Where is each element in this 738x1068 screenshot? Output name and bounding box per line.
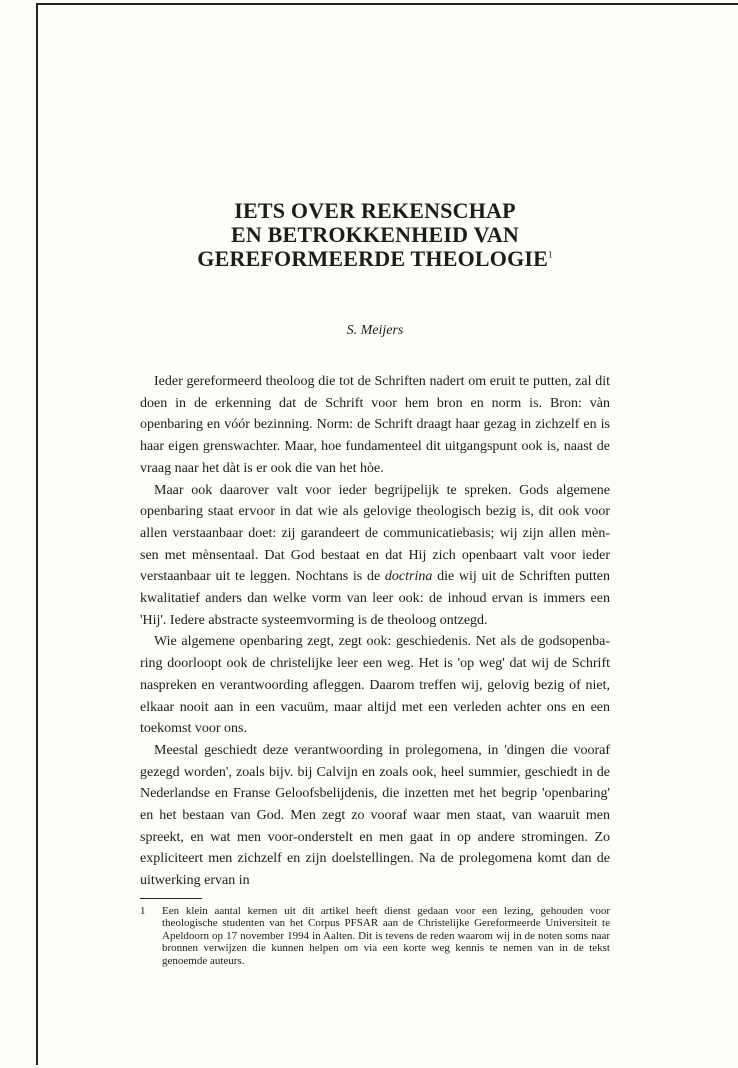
title-line-1: IETS OVER REKENSCHAP (234, 198, 516, 223)
article-page (140, 199, 610, 967)
title-line-2: EN BETROKKENHEID VAN (230, 222, 520, 247)
footnote-divider (140, 898, 202, 899)
paragraph-4: Meestal geschiedt deze verantwoording in prolegomena, in 'dingen die vooraf gezegd worden', zoals bijv. bij Calvijn en zoals ook, heel summier, geschiedt in de Nederlandse en Franse Geloofsbelijdenis, die inzetten met het begrip 'openbaring' en het bestaan van God. Men zegt zo vooraf waar men staat, van waaruit men spreekt, en wat men voor-onderstelt en men gaat in op andere stromingen. Zo expliciteert men zichzelf en zijn doelstellingen. Na de prolegomena komt dan de uitwerking ervan in (140, 742, 610, 889)
paragraph-2-emphasis: doctrina (384, 569, 433, 585)
title-line-3-text: GEREFORMEERDE THEOLOGIE (197, 246, 549, 271)
paragraph-2-part-2: die wij uit de Schriften putten kwalitatief anders dan welke vorm van leer ook: de inhoud ervan is immers een 'Hij'. Iedere abstracte systeemvorming is de theoloog ontzegd. (140, 569, 611, 628)
page-top-border (36, 3, 738, 5)
paragraph-1: Ieder gereformeerd theoloog die tot de Schriften nadert om eruit te putten, zal dit doen in de erkenning dat de Schrift voor hem bron en norm is. Bron: vàn openbaring en vóór bezinning. Norm: de Schrift draagt haar gezag in zichzelf en is haar eigen grenswachter. Maar, hoe fundamenteel dit uitgangspunt ook is, naast de vraag naar het dàt is er ook die van het hòe. (140, 374, 610, 476)
title-line-3 (140, 247, 610, 271)
article-body (140, 371, 610, 892)
paragraph-2-part-1: Maar ook daarover valt voor ieder begrijpelijk te spreken. Gods algemene openbaring staat ervoor in dat wie als gelovige theologisch bezig is, dit ook voor allen verstaanbaar doet: zij garandeert de communicatiebasis; wij zijn allen mèn-sen met mènsentaal. Dat God bestaat en dat Hij zich openbaart valt voor ieder verstaanbaar uit te leggen. Nochtans is de (140, 482, 610, 585)
footnote-number: 1 (140, 904, 146, 917)
footnote-1 (140, 905, 610, 968)
page-left-border (36, 3, 38, 1065)
article-title (140, 199, 610, 271)
footnote-text: Een klein aantal kernen uit dit artikel heeft dienst gedaan voor een lezing, gehouden voor theologische studenten van het Corpus PFSAR aan de Christelijke Gereformeerde Universiteit te Apeldoorn op 17 november 1994 in Aalten. Dit is tevens de reden waarom wij in de noten soms naar bronnen verwijzen die kunnen helpen om via een korte weg kennis te nemen van in de tekst genoemde auteurs. (162, 904, 610, 967)
paragraph-3: Wie algemene openbaring zegt, zegt ook: geschiedenis. Net als de godsopenba-ring doorloopt ook de christelijke leer een weg. Het is 'op weg' dat wij de Schrift naspreken en verantwoording afleggen. Daarom treffen wij, gelovig bezig of niet, elkaar nooit aan in een vacuüm, maar altijd met een verleden achter ons en een toekomst voor ons. (140, 634, 610, 737)
author-name: S. Meijers (346, 323, 404, 338)
paragraph-2 (140, 480, 610, 632)
title-footnote-ref[interactable]: 1 (548, 249, 553, 260)
